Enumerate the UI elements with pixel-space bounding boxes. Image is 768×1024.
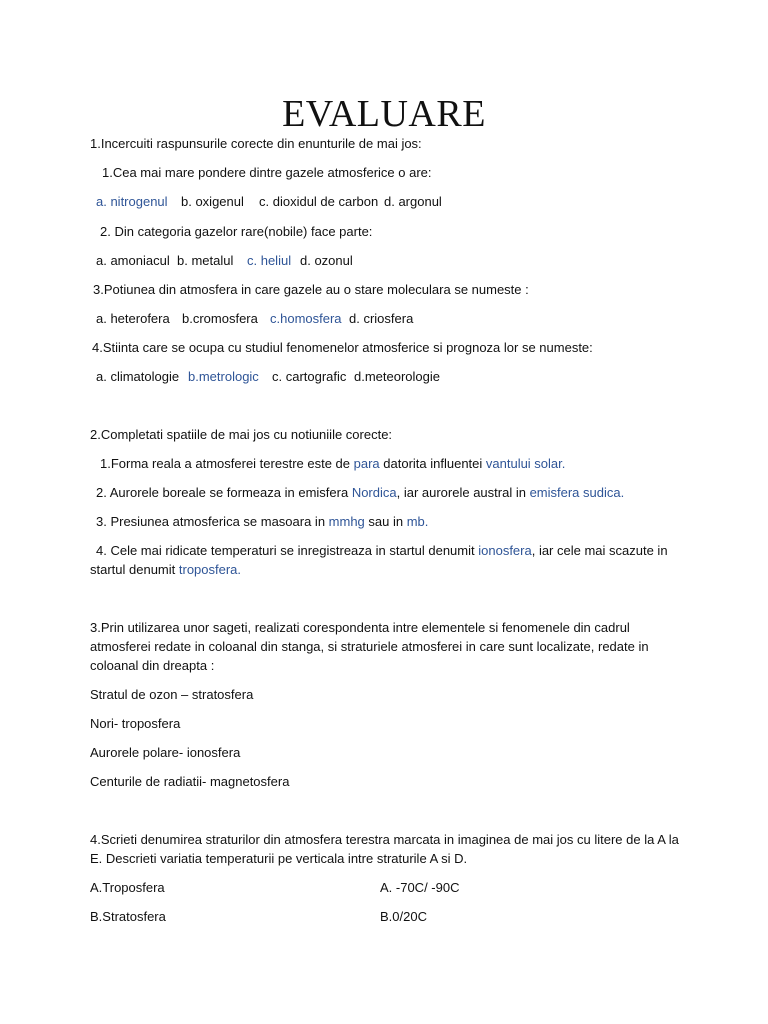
q1-option-b: b. oxigenul [181, 194, 244, 209]
fill-line-2 [96, 485, 624, 501]
q4-option-d: d.meteorologie [354, 369, 440, 384]
fill-line-3 [96, 514, 428, 530]
fill-line-2-answer-2: emisfera sudica. [529, 485, 625, 500]
q2-option-b: b. metalul [177, 253, 234, 268]
q2-option-d: d. ozonul [300, 253, 353, 268]
fill-line-3-answer-2: mb. [406, 514, 429, 529]
q3-option-a: a. heterofera [96, 311, 170, 326]
question-4-text: 4.Stiinta care se ocupa cu studiul fenomenelor atmosferice si prognoza lor se numeste: [92, 340, 593, 355]
fill-line-3-answer-1: mmhg [328, 514, 365, 529]
fill-line-2-text-b: , iar aurorele austral in [396, 485, 530, 500]
q3-option-c: c.homosfera [270, 311, 342, 326]
fill-line-1-answer-2: vantului solar. [485, 456, 566, 471]
layer-name-a: A.Troposfera [90, 880, 165, 895]
match-item: Centurile de radiatii- magnetosfera [90, 774, 290, 789]
question-3-text: 3.Potiunea din atmosfera in care gazele au o stare moleculara se numeste : [93, 282, 529, 297]
q2-option-c: c. heliul [247, 253, 292, 268]
fill-line-1-text-b: datorita influentei [379, 456, 486, 471]
layer-name-b: B.Stratosfera [90, 909, 166, 924]
fill-line-2-answer-1: Nordica [351, 485, 397, 500]
q2-option-a: a. amoniacul [96, 253, 170, 268]
q1-option-a: a. nitrogenul [96, 194, 168, 209]
q1-option-d: d. argonul [384, 194, 442, 209]
fill-line-1 [100, 456, 565, 472]
fill-line-3-text-a: 3. Presiunea atmosferica se masoara in [96, 514, 329, 529]
section-3-heading-line-1: 3.Prin utilizarea unor sageti, realizati corespondenta intre elementele si fenomenele din cadrul [90, 620, 630, 635]
section-4-heading-line-2: E. Descrieti variatia temperaturii pe verticala intre straturile A si D. [90, 851, 468, 866]
q3-option-b: b.cromosfera [182, 311, 258, 326]
fill-line-2-text-a: 2. Aurorele boreale se formeaza in emisfera [96, 485, 352, 500]
layer-temp-a: A. -70C/ -90C [380, 880, 460, 895]
fill-line-4-answer-1: ionosfera [478, 543, 532, 558]
fill-line-4-text-a: 4. Cele mai ridicate temperaturi se inregistreaza in startul denumit [96, 543, 479, 558]
section-3-heading-line-3: coloanal din dreapta : [90, 658, 215, 673]
page-title: EVALUARE [282, 93, 486, 135]
q4-option-c: c. cartografic [272, 369, 347, 384]
question-1-text: 1.Cea mai mare pondere dintre gazele atmosferice o are: [102, 165, 432, 180]
q4-option-b: b.metrologic [188, 369, 259, 384]
fill-line-4a [96, 543, 668, 559]
fill-line-1-text-a: 1.Forma reala a atmosferei terestre este de [100, 456, 354, 471]
q4-option-a: a. climatologie [96, 369, 180, 384]
match-item: Stratul de ozon – stratosfera [90, 687, 254, 702]
fill-line-4-text-b: , iar cele mai scazute in [531, 543, 668, 558]
q1-option-c: c. dioxidul de carbon [259, 194, 379, 209]
question-2-text: 2. Din categoria gazelor rare(nobile) face parte: [100, 224, 373, 239]
section-2-heading: 2.Completati spatiile de mai jos cu notiuniile corecte: [90, 427, 393, 442]
fill-line-1-answer-1: para [353, 456, 380, 471]
match-item: Nori- troposfera [90, 716, 181, 731]
fill-line-4b [90, 562, 241, 578]
fill-line-3-text-b: sau in [364, 514, 407, 529]
q3-option-d: d. criosfera [349, 311, 414, 326]
section-4-heading-line-1: 4.Scrieti denumirea straturilor din atmosfera terestra marcata in imaginea de mai jos cu litere de la A la [90, 832, 679, 847]
match-item: Aurorele polare- ionosfera [90, 745, 241, 760]
fill-line-4-answer-2: troposfera. [178, 562, 242, 577]
section-1-heading: 1.Incercuiti raspunsurile corecte din enunturile de mai jos: [90, 136, 422, 151]
section-3-heading-line-2: atmosferei redate in coloanal din stanga, si straturiele atmosferei in care sunt localizate, redate in [90, 639, 649, 654]
layer-temp-b: B.0/20C [380, 909, 427, 924]
fill-line-4-text-c: startul denumit [90, 562, 179, 577]
